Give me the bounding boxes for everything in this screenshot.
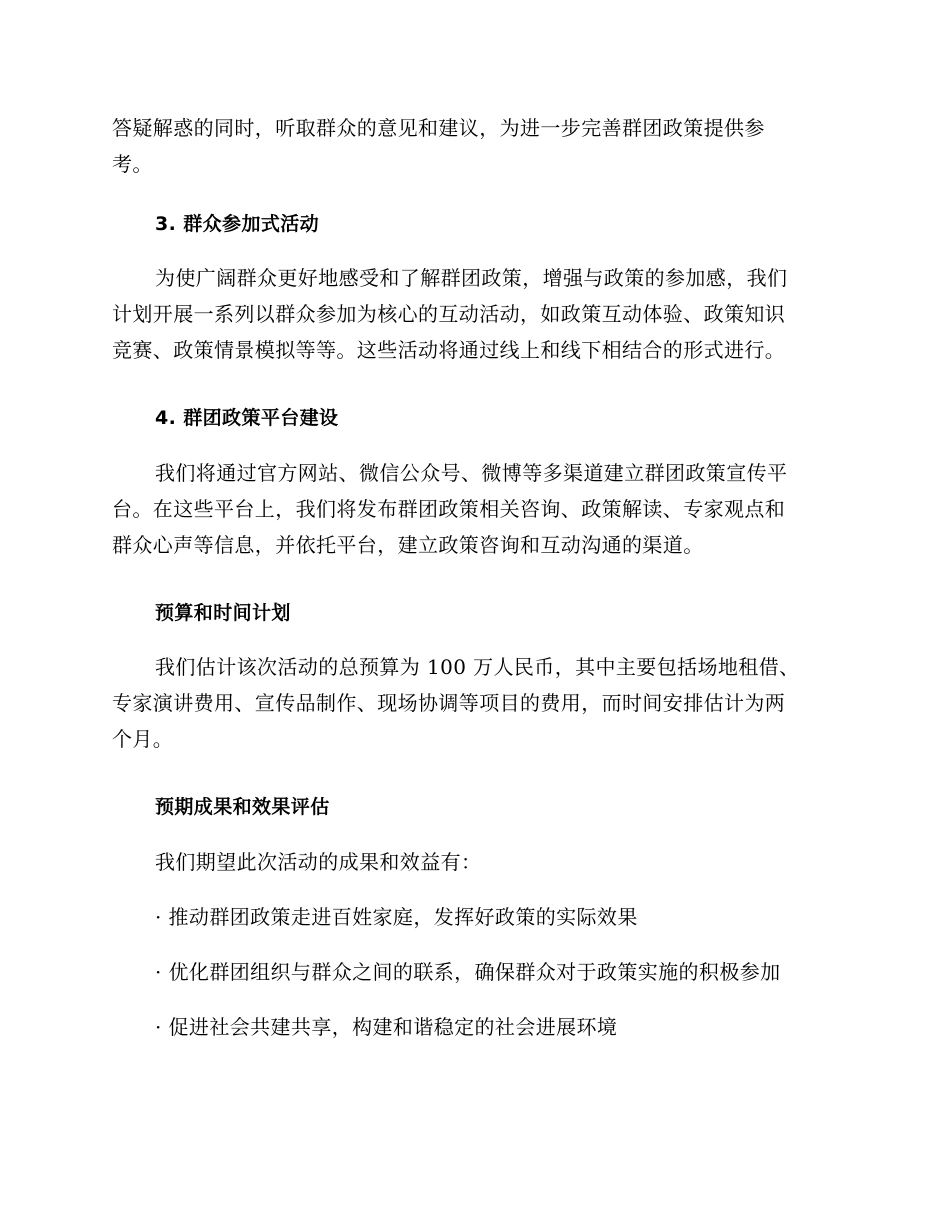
paragraph-line: 考。	[112, 152, 153, 176]
outcome-bullet-1: · 推动群团政策走进百姓家庭，发挥好政策的实际效果	[155, 905, 638, 929]
paragraph-line: 竞赛、政策情景模拟等等。这些活动将通过线上和线下相结合的形式进行。	[112, 338, 786, 362]
paragraph-line: 个月。	[112, 727, 174, 751]
paragraph-line: 群众心声等信息，并依托平台，建立政策咨询和互动沟通的渠道。	[112, 533, 704, 557]
section-3-heading: 3. 群众参加式活动	[155, 213, 320, 235]
paragraph-line: 为使广阔群众更好地感受和了解群团政策，增强与政策的参加感，我们	[155, 266, 788, 290]
paragraph-line: 计划开展一系列以群众参加为核心的互动活动，如政策互动体验、政策知识	[112, 302, 786, 326]
outcome-intro: 我们期望此次活动的成果和效益有：	[155, 850, 482, 874]
paragraph-line: 我们将通过官方网站、微信公众号、微博等多渠道建立群团政策宣传平	[155, 461, 788, 485]
budget-paragraph	[112, 649, 832, 757]
outcome-bullet-3: · 促进社会共建共享，构建和谐稳定的社会进展环境	[155, 1015, 618, 1039]
paragraph-line: 我们估计该次活动的总预算为 100 万人民币，其中主要包括场地租借、	[155, 655, 800, 679]
outcome-heading: 预期成果和效果评估	[155, 796, 330, 818]
paragraph-line: 台。在这些平台上，我们将发布群团政策相关咨询、政策解读、专家观点和	[112, 497, 786, 521]
paragraph-line: 专家演讲费用、宣传品制作、现场协调等项目的费用，而时间安排估计为两	[112, 691, 786, 715]
paragraph-continued	[112, 110, 832, 182]
section-4-heading: 4. 群团政策平台建设	[155, 407, 339, 429]
outcome-bullet-2: · 优化群团组织与群众之间的联系，确保群众对于政策实施的积极参加	[155, 960, 781, 984]
budget-heading: 预算和时间计划	[155, 602, 291, 624]
section-4-paragraph	[112, 455, 832, 563]
paragraph-line: 答疑解惑的同时，听取群众的意见和建议，为进一步完善群团政策提供参	[112, 116, 765, 140]
section-3-paragraph	[112, 260, 832, 368]
